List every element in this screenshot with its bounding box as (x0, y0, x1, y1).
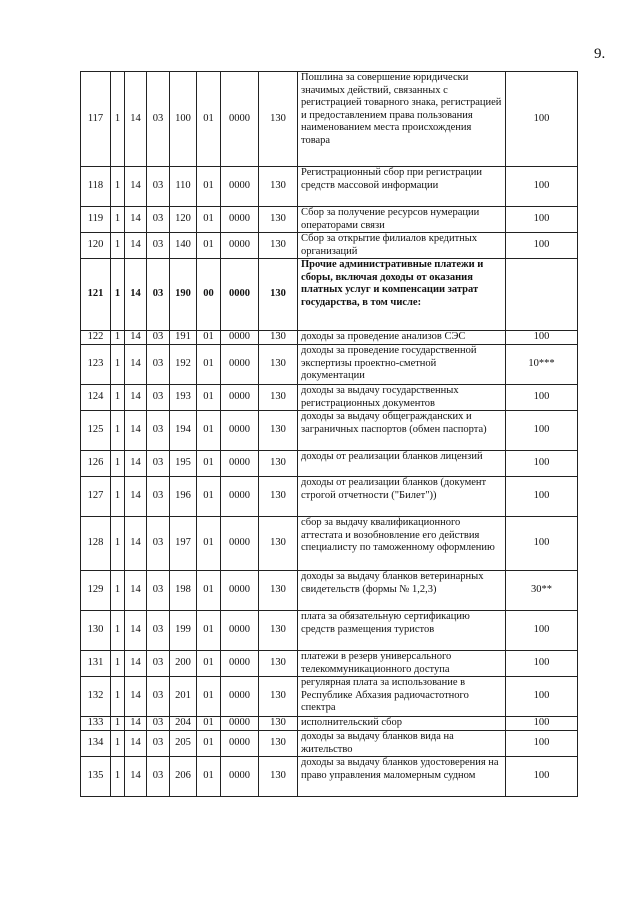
amount-cell (506, 259, 578, 331)
code-cell-3: 03 (147, 651, 170, 677)
description-cell: доходы за проведение государственной экспертизы проектно-сметной документации (298, 345, 506, 385)
code-cell-5: 01 (197, 331, 221, 345)
amount-cell: 100 (506, 677, 578, 717)
code-cell-4: 120 (170, 207, 197, 233)
code-cell-7: 130 (259, 167, 298, 207)
row-number-cell: 122 (81, 331, 111, 345)
code-cell-7: 130 (259, 233, 298, 259)
table-row (81, 731, 578, 757)
code-cell-5: 01 (197, 517, 221, 571)
code-cell-1: 1 (111, 345, 125, 385)
code-cell-1: 1 (111, 477, 125, 517)
code-cell-7: 130 (259, 517, 298, 571)
code-cell-6: 0000 (221, 167, 259, 207)
row-number-cell: 126 (81, 451, 111, 477)
table-row (81, 207, 578, 233)
code-cell-2: 14 (125, 331, 147, 345)
code-cell-3: 03 (147, 571, 170, 611)
row-number-cell: 119 (81, 207, 111, 233)
code-cell-4: 140 (170, 233, 197, 259)
table-row (81, 451, 578, 477)
code-cell-3: 03 (147, 611, 170, 651)
row-number-cell: 132 (81, 677, 111, 717)
table-row (81, 757, 578, 797)
code-cell-1: 1 (111, 757, 125, 797)
code-cell-4: 195 (170, 451, 197, 477)
description-cell: доходы за выдачу бланков удостоверения на право управления маломерным судном (298, 757, 506, 797)
code-cell-4: 197 (170, 517, 197, 571)
code-cell-5: 00 (197, 259, 221, 331)
description-cell: Прочие административные платежи и сборы, включая доходы от оказания платных услуг и компенсации затрат государства, в том числе: (298, 259, 506, 331)
amount-cell: 100 (506, 207, 578, 233)
row-number-cell: 130 (81, 611, 111, 651)
code-cell-7: 130 (259, 345, 298, 385)
amount-cell: 100 (506, 331, 578, 345)
code-cell-5: 01 (197, 717, 221, 731)
code-cell-3: 03 (147, 717, 170, 731)
table-row (81, 72, 578, 167)
description-cell: платежи в резерв универсального телекоммуникационного доступа (298, 651, 506, 677)
code-cell-2: 14 (125, 451, 147, 477)
code-cell-4: 194 (170, 411, 197, 451)
code-cell-2: 14 (125, 167, 147, 207)
code-cell-7: 130 (259, 207, 298, 233)
amount-cell: 100 (506, 717, 578, 731)
code-cell-1: 1 (111, 72, 125, 167)
code-cell-6: 0000 (221, 677, 259, 717)
code-cell-4: 196 (170, 477, 197, 517)
code-cell-1: 1 (111, 411, 125, 451)
code-cell-1: 1 (111, 259, 125, 331)
description-cell: доходы за проведение анализов СЭС (298, 331, 506, 345)
code-cell-7: 130 (259, 571, 298, 611)
code-cell-6: 0000 (221, 385, 259, 411)
description-cell: доходы за выдачу общегражданских и заграничных паспортов (обмен паспорта) (298, 411, 506, 451)
code-cell-3: 03 (147, 731, 170, 757)
code-cell-2: 14 (125, 385, 147, 411)
code-cell-7: 130 (259, 331, 298, 345)
code-cell-5: 01 (197, 233, 221, 259)
code-cell-6: 0000 (221, 611, 259, 651)
code-cell-4: 191 (170, 331, 197, 345)
amount-cell: 100 (506, 167, 578, 207)
code-cell-3: 03 (147, 677, 170, 717)
code-cell-6: 0000 (221, 72, 259, 167)
amount-cell: 100 (506, 451, 578, 477)
description-cell: Регистрационный сбор при регистрации средств массовой информации (298, 167, 506, 207)
code-cell-1: 1 (111, 233, 125, 259)
code-cell-7: 130 (259, 72, 298, 167)
code-cell-5: 01 (197, 477, 221, 517)
code-cell-4: 100 (170, 72, 197, 167)
table-row (81, 477, 578, 517)
amount-cell: 30** (506, 571, 578, 611)
description-cell: доходы за выдачу государственных регистрационных документов (298, 385, 506, 411)
code-cell-5: 01 (197, 385, 221, 411)
code-cell-1: 1 (111, 571, 125, 611)
code-cell-3: 03 (147, 167, 170, 207)
table-row (81, 517, 578, 571)
code-cell-6: 0000 (221, 477, 259, 517)
table-row (81, 651, 578, 677)
code-cell-7: 130 (259, 731, 298, 757)
code-cell-2: 14 (125, 517, 147, 571)
code-cell-7: 130 (259, 677, 298, 717)
code-cell-5: 01 (197, 731, 221, 757)
code-cell-6: 0000 (221, 731, 259, 757)
description-cell: доходы за выдачу бланков вида на жительство (298, 731, 506, 757)
code-cell-2: 14 (125, 571, 147, 611)
code-cell-4: 204 (170, 717, 197, 731)
description-cell: плата за обязательную сертификацию средств размещения туристов (298, 611, 506, 651)
row-number-cell: 128 (81, 517, 111, 571)
code-cell-2: 14 (125, 233, 147, 259)
code-cell-6: 0000 (221, 345, 259, 385)
code-cell-4: 192 (170, 345, 197, 385)
code-cell-4: 201 (170, 677, 197, 717)
code-cell-4: 200 (170, 651, 197, 677)
table-row (81, 331, 578, 345)
page-number: 9. (594, 46, 606, 62)
amount-cell: 10*** (506, 345, 578, 385)
code-cell-1: 1 (111, 331, 125, 345)
code-cell-7: 130 (259, 757, 298, 797)
code-cell-3: 03 (147, 207, 170, 233)
code-cell-3: 03 (147, 259, 170, 331)
code-cell-4: 206 (170, 757, 197, 797)
code-cell-1: 1 (111, 731, 125, 757)
description-cell: регулярная плата за использование в Республике Абхазия радиочастотного спектра (298, 677, 506, 717)
description-cell: доходы за выдачу бланков ветеринарных свидетельств (формы № 1,2,3) (298, 571, 506, 611)
code-cell-7: 130 (259, 477, 298, 517)
code-cell-7: 130 (259, 411, 298, 451)
code-cell-1: 1 (111, 517, 125, 571)
row-number-cell: 124 (81, 385, 111, 411)
code-cell-5: 01 (197, 207, 221, 233)
code-cell-5: 01 (197, 571, 221, 611)
code-cell-2: 14 (125, 651, 147, 677)
amount-cell: 100 (506, 517, 578, 571)
code-cell-5: 01 (197, 72, 221, 167)
code-cell-3: 03 (147, 385, 170, 411)
code-cell-6: 0000 (221, 517, 259, 571)
amount-cell: 100 (506, 731, 578, 757)
code-cell-3: 03 (147, 477, 170, 517)
table-row (81, 345, 578, 385)
code-cell-3: 03 (147, 517, 170, 571)
code-cell-1: 1 (111, 717, 125, 731)
code-cell-6: 0000 (221, 757, 259, 797)
code-cell-7: 130 (259, 385, 298, 411)
code-cell-3: 03 (147, 451, 170, 477)
amount-cell: 100 (506, 233, 578, 259)
description-cell: Сбор за открытие филиалов кредитных организаций (298, 233, 506, 259)
code-cell-2: 14 (125, 731, 147, 757)
code-cell-6: 0000 (221, 451, 259, 477)
description-cell: сбор за выдачу квалификационного аттестата и возобновление его действия специалисту по таможенному оформлению (298, 517, 506, 571)
code-cell-6: 0000 (221, 571, 259, 611)
description-cell: Пошлина за совершение юридически значимых действий, связанных с регистрацией товарного знака, регистрацией и предоставлением права пользования наименованием места происхождения товара (298, 72, 506, 167)
code-cell-5: 01 (197, 651, 221, 677)
code-cell-1: 1 (111, 677, 125, 717)
row-number-cell: 127 (81, 477, 111, 517)
code-cell-5: 01 (197, 411, 221, 451)
code-cell-4: 198 (170, 571, 197, 611)
code-cell-4: 110 (170, 167, 197, 207)
code-cell-7: 130 (259, 717, 298, 731)
description-cell: Сбор за получение ресурсов нумерации операторами связи (298, 207, 506, 233)
amount-cell: 100 (506, 72, 578, 167)
code-cell-7: 130 (259, 259, 298, 331)
code-cell-5: 01 (197, 757, 221, 797)
code-cell-4: 193 (170, 385, 197, 411)
code-cell-1: 1 (111, 451, 125, 477)
row-number-cell: 125 (81, 411, 111, 451)
code-cell-7: 130 (259, 611, 298, 651)
code-cell-2: 14 (125, 411, 147, 451)
code-cell-5: 01 (197, 167, 221, 207)
code-cell-5: 01 (197, 451, 221, 477)
code-cell-3: 03 (147, 757, 170, 797)
table-row (81, 411, 578, 451)
code-cell-1: 1 (111, 611, 125, 651)
description-cell: доходы от реализации бланков (документ строгой отчетности ("Билет")) (298, 477, 506, 517)
amount-cell: 100 (506, 611, 578, 651)
table-row (81, 611, 578, 651)
code-cell-3: 03 (147, 233, 170, 259)
code-cell-1: 1 (111, 207, 125, 233)
code-cell-7: 130 (259, 451, 298, 477)
table-row (81, 677, 578, 717)
code-cell-7: 130 (259, 651, 298, 677)
description-cell: исполнительский сбор (298, 717, 506, 731)
row-number-cell: 123 (81, 345, 111, 385)
code-cell-3: 03 (147, 345, 170, 385)
code-cell-2: 14 (125, 717, 147, 731)
code-cell-6: 0000 (221, 233, 259, 259)
code-cell-6: 0000 (221, 717, 259, 731)
row-number-cell: 131 (81, 651, 111, 677)
code-cell-4: 190 (170, 259, 197, 331)
description-cell: доходы от реализации бланков лицензий (298, 451, 506, 477)
code-cell-1: 1 (111, 385, 125, 411)
row-number-cell: 129 (81, 571, 111, 611)
code-cell-6: 0000 (221, 331, 259, 345)
code-cell-2: 14 (125, 677, 147, 717)
table-row (81, 259, 578, 331)
row-number-cell: 133 (81, 717, 111, 731)
code-cell-2: 14 (125, 611, 147, 651)
code-cell-6: 0000 (221, 411, 259, 451)
code-cell-2: 14 (125, 207, 147, 233)
code-cell-2: 14 (125, 757, 147, 797)
row-number-cell: 135 (81, 757, 111, 797)
amount-cell: 100 (506, 757, 578, 797)
code-cell-5: 01 (197, 611, 221, 651)
code-cell-5: 01 (197, 677, 221, 717)
table-row (81, 233, 578, 259)
amount-cell: 100 (506, 385, 578, 411)
code-cell-1: 1 (111, 167, 125, 207)
row-number-cell: 120 (81, 233, 111, 259)
code-cell-5: 01 (197, 345, 221, 385)
code-cell-2: 14 (125, 345, 147, 385)
row-number-cell: 134 (81, 731, 111, 757)
table-row (81, 385, 578, 411)
code-cell-3: 03 (147, 72, 170, 167)
code-cell-4: 205 (170, 731, 197, 757)
amount-cell: 100 (506, 651, 578, 677)
code-cell-3: 03 (147, 411, 170, 451)
table-row (81, 571, 578, 611)
row-number-cell: 121 (81, 259, 111, 331)
amount-cell: 100 (506, 411, 578, 451)
code-cell-4: 199 (170, 611, 197, 651)
budget-classification-table (80, 71, 578, 797)
code-cell-6: 0000 (221, 651, 259, 677)
code-cell-1: 1 (111, 651, 125, 677)
table-row (81, 167, 578, 207)
code-cell-2: 14 (125, 72, 147, 167)
table-row (81, 717, 578, 731)
code-cell-6: 0000 (221, 207, 259, 233)
row-number-cell: 117 (81, 72, 111, 167)
row-number-cell: 118 (81, 167, 111, 207)
code-cell-3: 03 (147, 331, 170, 345)
code-cell-2: 14 (125, 477, 147, 517)
amount-cell: 100 (506, 477, 578, 517)
code-cell-2: 14 (125, 259, 147, 331)
code-cell-6: 0000 (221, 259, 259, 331)
